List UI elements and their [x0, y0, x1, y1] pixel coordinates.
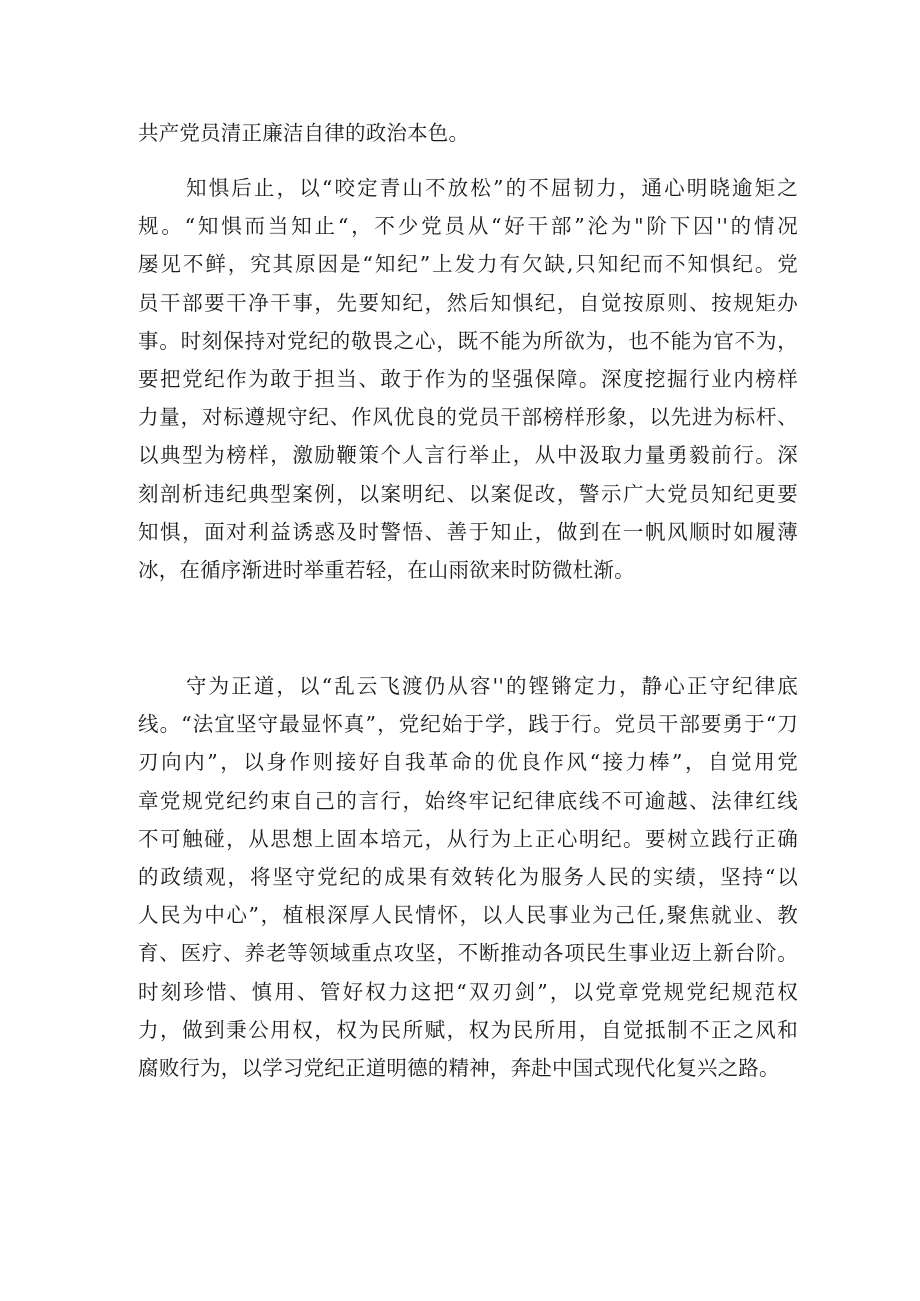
text-line: 冰，在循序渐进时举重若轻，在山雨欲来时防微杜渐。 [138, 557, 635, 582]
text-line: 规。“知惧而当知止“，不少党员从“好干部”沦为"阶下囚''的情况 [138, 214, 798, 239]
text-line: 共产党员清正廉洁自律的政治本色。 [138, 121, 470, 145]
text-line: 知惧，面对利益诱惑及时警悟、善于知止，做到在一帆风顺时如履薄 [138, 519, 798, 544]
text-line: 刃向内”，以身作则接好自我革命的优良作风“接力棒”，自觉用党 [138, 750, 798, 775]
text-line: 事。时刻保持对党纪的敬畏之心，既不能为所欲为，也不能为官不为， [138, 328, 798, 353]
text-line: 守为正道，以“乱云飞渡仍从容''的铿锵定力，静心正守纪律底 [186, 674, 798, 698]
paragraph-3 [138, 667, 798, 1087]
text-line: 育、医疗、养老等领域重点攻坚，不断推动各项民生事业迈上新台阶。 [138, 941, 798, 966]
text-line: 刻剖析违纪典型案例，以案明纪、以案促改，警示广大党员知纪更要 [138, 481, 798, 506]
text-line: 人民为中心”，植根深厚人民情怀，以人民事业为己任,聚焦就业、教 [138, 903, 798, 928]
paragraph-2 [138, 169, 798, 589]
text-line: 要把党纪作为敢于担当、敢于作为的坚强保障。深度挖掘行业内榜样 [138, 366, 798, 391]
text-line: 屡见不鲜，究其原因是“知纪”上发力有欠缺,只知纪而不知惧纪。党 [138, 252, 798, 277]
text-line: 的政绩观，将坚守党纪的成果有效转化为服务人民的实绩，坚持“以 [138, 864, 798, 889]
text-line: 腐败行为，以学习党纪正道明德的精神，奔赴中国式现代化复兴之路。 [138, 1055, 780, 1080]
text-line: 力量，对标遵规守纪、作风优良的党员干部榜样形象，以先进为标杆、 [138, 405, 798, 430]
text-line: 知惧后止，以“咬定青山不放松”的不屈韧力，通心明晓逾矩之 [186, 176, 798, 200]
text-line: 章党规党纪约束自己的言行，始终牢记纪律底线不可逾越、法律红线 [138, 788, 798, 813]
text-line: 线。“法宜坚守最显怀真”，党纪始于学，践于行。党员干部要勇于“刀 [138, 712, 798, 737]
text-line: 以典型为榜样，激励鞭策个人言行举止，从中汲取力量勇毅前行。深 [138, 443, 798, 468]
text-line: 力，做到秉公用权，权为民所赋，权为民所用，自觉抵制不正之风和 [138, 1017, 798, 1042]
text-line: 员干部要干净干事，先要知纪，然后知惧纪，自觉按原则、按规矩办 [138, 290, 798, 315]
text-line: 不可触碰，从思想上固本培元，从行为上正心明纪。要树立践行正确 [138, 826, 798, 851]
text-line: 时刻珍惜、慎用、管好权力这把“双刃剑”，以党章党规党纪规范权 [138, 979, 798, 1004]
paragraph-1 [138, 114, 798, 152]
